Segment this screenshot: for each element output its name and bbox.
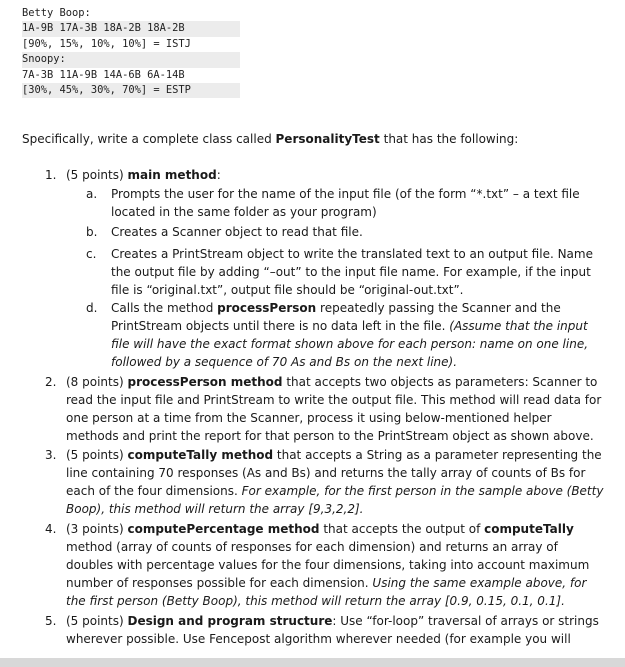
points-text: (5 points) — [66, 168, 128, 182]
intro-text-end: that has the following: — [379, 132, 519, 146]
item-number: 4. — [45, 522, 57, 536]
italic-note: Using the same example above, for the first person (Betty Boop), this method will return the array [0.9, 0.15, 0.1, 0.1]. — [66, 576, 587, 608]
sub-text: Prompts the user for the name of the input file (of the form “*.txt” – a text file located in the same folder as your program) — [111, 187, 580, 219]
code-line: Betty Boop: — [22, 7, 91, 19]
item-text: that accepts two objects as parameters: Scanner to read the input file and PrintStream to write the output file. This method will read data for one person at a time from the Scanner, process it using below-mentioned helper methods and print the report for that person to the PrintStream object as shown above. — [66, 375, 602, 443]
method-name: computeTally method — [127, 448, 274, 462]
item-number: 5. — [45, 614, 57, 628]
text-run: Calls the method — [111, 301, 218, 315]
bottom-scroll-bar — [0, 658, 625, 667]
item-text: that accepts a String as a parameter representing the line containing 70 responses (As and Bs) and returns the tally array of counts of Bs for each of the four dimensions. — [66, 448, 602, 498]
points-text: (5 points) — [66, 448, 128, 462]
points-text: (3 points) — [66, 522, 128, 536]
item-text: that accepts the output of — [319, 522, 485, 536]
intro-text: Specifically, write a complete class called — [22, 132, 276, 146]
sub-text — [111, 299, 606, 371]
code-line: Snoopy: — [22, 52, 240, 67]
item-number: 3. — [45, 448, 57, 462]
method-name: processPerson method — [127, 375, 283, 389]
item-text: : — [216, 168, 221, 182]
item-number: 1. — [45, 168, 57, 182]
italic-note: (Assume that the input file will have the exact format shown above for each person: name on one line, followed by a sequence of 70 As and Bs on the next line). — [111, 319, 589, 369]
sub-letter: c. — [86, 247, 97, 261]
item-text: : Use “for-loop” traversal of arrays or strings wherever possible. Use Fencepost algorithm wherever needed (for example you will — [66, 614, 599, 646]
sub-text: Creates a PrintStream object to write the translated text to an output file. Name the output file by adding “–out” to the input file name. For example, if the input file is “original.txt”, output file should be “original-out.txt”. — [111, 247, 593, 297]
item-text: method (array of counts of responses for each dimension) and returns an array of doubles with percentage values for the four dimensions, taking into account maximum number of responses possible for each dimension. — [66, 540, 590, 590]
code-line: 7A-3B 11A-9B 14A-6B 6A-14B — [22, 68, 185, 81]
sample-output-code-block — [22, 6, 240, 98]
method-name: processPerson — [217, 301, 317, 315]
sub-letter: b. — [86, 225, 98, 239]
code-line: [30%, 45%, 30%, 70%] = ESTP — [22, 83, 240, 98]
sub-text: Creates a Scanner object to read that file. — [111, 225, 363, 239]
method-name: computePercentage method — [127, 522, 320, 536]
item-number: 2. — [45, 375, 57, 389]
method-name: main method — [127, 168, 217, 182]
italic-note: For example, for the first person in the sample above (Betty Boop), this method will return the array [9,3,2,2]. — [66, 484, 604, 516]
class-name: PersonalityTest — [275, 132, 380, 146]
intro-paragraph — [22, 131, 518, 147]
code-line: 1A-9B 17A-3B 18A-2B 18A-2B — [22, 21, 240, 36]
sub-letter: a. — [86, 187, 98, 201]
text-run: repeatedly passing the Scanner and the PrintStream objects until there is no data left in the file. — [111, 301, 561, 333]
section-name: Design and program structure — [127, 614, 333, 628]
sub-letter: d. — [86, 301, 98, 315]
method-name: computeTally — [484, 522, 574, 536]
points-text: (8 points) — [66, 375, 128, 389]
points-text: (5 points) — [66, 614, 128, 628]
code-line: [90%, 15%, 10%, 10%] = ISTJ — [22, 37, 191, 50]
